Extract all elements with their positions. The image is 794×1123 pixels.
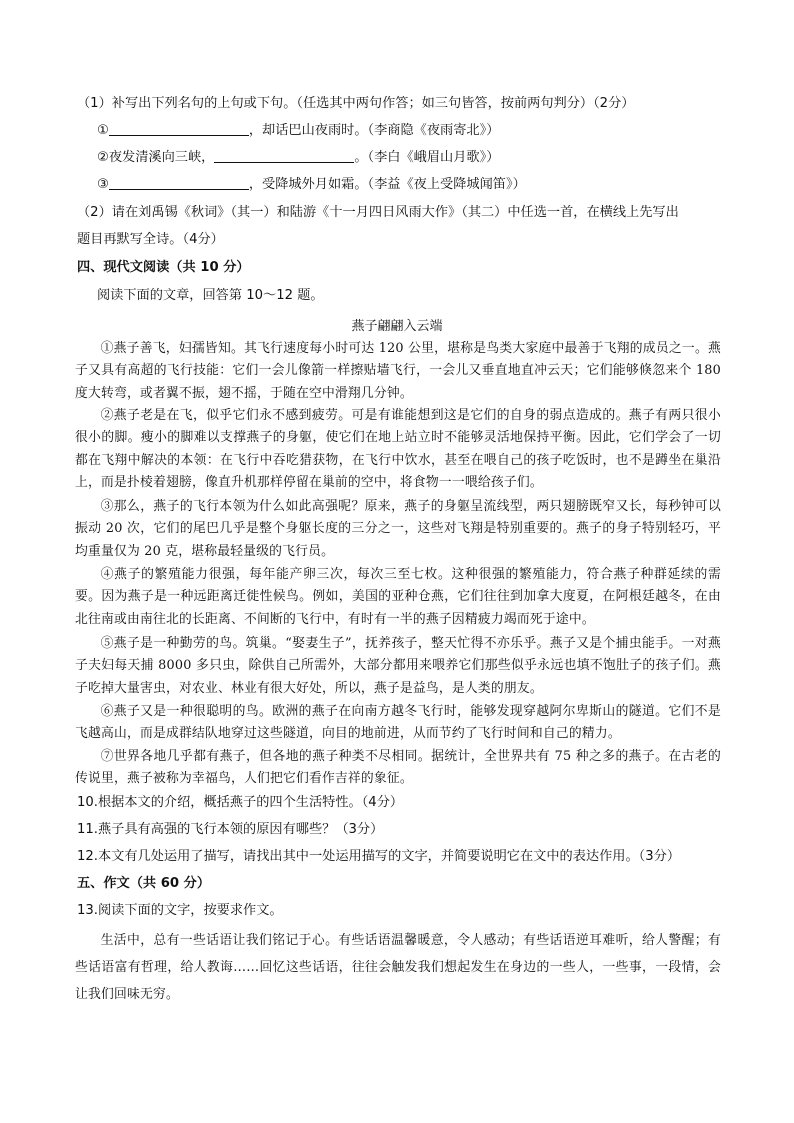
q1-item-1-number: ① [97, 123, 109, 138]
article-paragraph-3: ③那么，燕子的飞行本领为什么如此高强呢？原来，燕子的身躯呈流线型，两只翅膀既窄又长，每秒钟可以振动 20 次，它们的尾巴几乎是整个身躯长度的三分之一，这些对飞翔是特别重要的。燕子的身子特别轻巧，平均重量仅为 20 克，堪称最轻量级的飞行员。 [75, 499, 721, 559]
q1-item-1 [97, 120, 499, 142]
article-paragraph-6: ⑥燕子又是一种很聪明的鸟。欧洲的燕子在向南方越冬飞行时，能够发现穿越阿尔卑斯山的隧道。它们不是飞越高山，而是成群结队地穿过这些隧道，向目的地前进，从而节约了飞行时间和自己的精力。 [75, 704, 721, 742]
answer-blank-2[interactable] [214, 148, 354, 163]
article-paragraph-2: ②燕子老是在飞，似乎它们永不感到疲劳。可是有谁能想到这是它们的自身的弱点造成的。燕子有两只很小很小的脚。瘦小的脚难以支撑燕子的身躯，使它们在地上站立时不能够灵活地保持平衡。因此，它们学会了一切都在飞翔中解决的本领：在飞行中吞吃猎获物，在飞行中饮水，甚至在喂自己的孩子吃饭时，也不是蹲坐在巢沿上，而是扑棱着翅膀，像直升机那样停留在巢前的空中，将食物一一喂给孩子们。 [75, 408, 721, 491]
essay-prompt: 生活中，总有一些话语让我们铭记于心。有些话语温馨暖意，令人感动；有些话语逆耳难听，给人警醒；有些话语富有哲理，给人教诲……回忆这些话语，往往会触发我们想起发生在身边的一些人，一些事，一段情，会让我们回味无穷。 [75, 933, 721, 1002]
article-paragraph-4: ④燕子的繁殖能力很强，每年能产卵三次，每次三至七枚。这种很强的繁殖能力，符合燕子种群延续的需要。因为燕子是一种远距离迁徙性候鸟。例如，美国的亚种仓燕，它们往往到加拿大度夏，在阿根廷越冬，在由北往南或由南往北的长距离、不间断的飞行中，有时有一半的燕子因精疲力竭而死于途中。 [75, 567, 721, 627]
section-4-heading: 四、现代文阅读（共 10 分） [77, 260, 250, 275]
reading-instruction: 阅读下面的文章，回答第 10～12 题。 [97, 288, 324, 303]
question-13: 13.阅读下面的文字，按要求作文。 [77, 903, 283, 918]
q1-item-3-text: ，受降城外月如霜。（李益《夜上受降城闻笛》） [248, 177, 526, 192]
q1-prompt: （1）补写出下列名句的上句或下句。（任选其中两句作答；如三句皆答，按前两句判分）（2分） [77, 96, 635, 111]
article-paragraph-5: ⑤燕子是一种勤劳的鸟。筑巢。“娶妻生子”，抚养孩子，整天忙得不亦乐乎。燕子又是个捕虫能手。一对燕子夫妇每天捕 8000 多只虫，除供自己所需外，大部分都用来喂养它们那些似乎永远也填不饱肚子的孩子们。燕子吃掉大量害虫，对农业、林业有很大好处，所以，燕子是益鸟，是人类的朋友。 [75, 636, 721, 696]
q1-item-3 [97, 174, 526, 196]
question-10: 10.根据本文的介绍，概括燕子的四个生活特性。（4分） [77, 795, 404, 810]
q1-item-3-number: ③ [97, 177, 109, 192]
q2-line-1: （2）请在刘禹锡《秋词》（其一）和陆游《十一月四日风雨大作》（其二）中任选一首，在横线上先写出 [77, 205, 679, 220]
question-12: 12.本文有几处运用了描写，请找出其中一处运用描写的文字，并简要说明它在文中的表达作用。（3分） [77, 849, 681, 864]
answer-blank-1[interactable] [109, 121, 249, 136]
question-11: 11.燕子具有高强的飞行本领的原因有哪些？（3分） [77, 822, 384, 837]
section-5-heading: 五、作文（共 60 分） [77, 876, 211, 891]
q1-item-1-text: ，却话巴山夜雨时。（李商隐《夜雨寄北》） [248, 123, 500, 138]
article-paragraph-7: ⑦世界各地几乎都有燕子，但各地的燕子种类不尽相同。据统计，全世界共有 75 种之多的燕子。在古老的传说里，燕子被称为幸福鸟，人们把它们看作吉祥的象征。 [75, 749, 721, 787]
answer-blank-3[interactable] [109, 175, 249, 190]
q1-item-2-pre: ②夜发清溪向三峡， [97, 150, 215, 165]
article-paragraph-1: ①燕子善飞，妇孺皆知。其飞行速度每小时可达 120 公里，堪称是鸟类大家庭中最善于飞翔的成员之一。燕子又具有高超的飞行技能：它们一会儿像箭一样擦贴墙飞行，一会儿又垂直地直冲云天；它们能够倏忽来个 180 度大转弯，或者翼不振，翅不摇，于随在空中滑翔几分钟。 [75, 341, 721, 401]
q2-line-2: 题目再默写全诗。（4分） [77, 232, 224, 247]
q1-item-2-post: 。（李白《峨眉山月歌》） [354, 150, 500, 165]
q1-item-2 [97, 147, 499, 169]
article-title: 燕子翩翩入云端 [351, 319, 443, 334]
